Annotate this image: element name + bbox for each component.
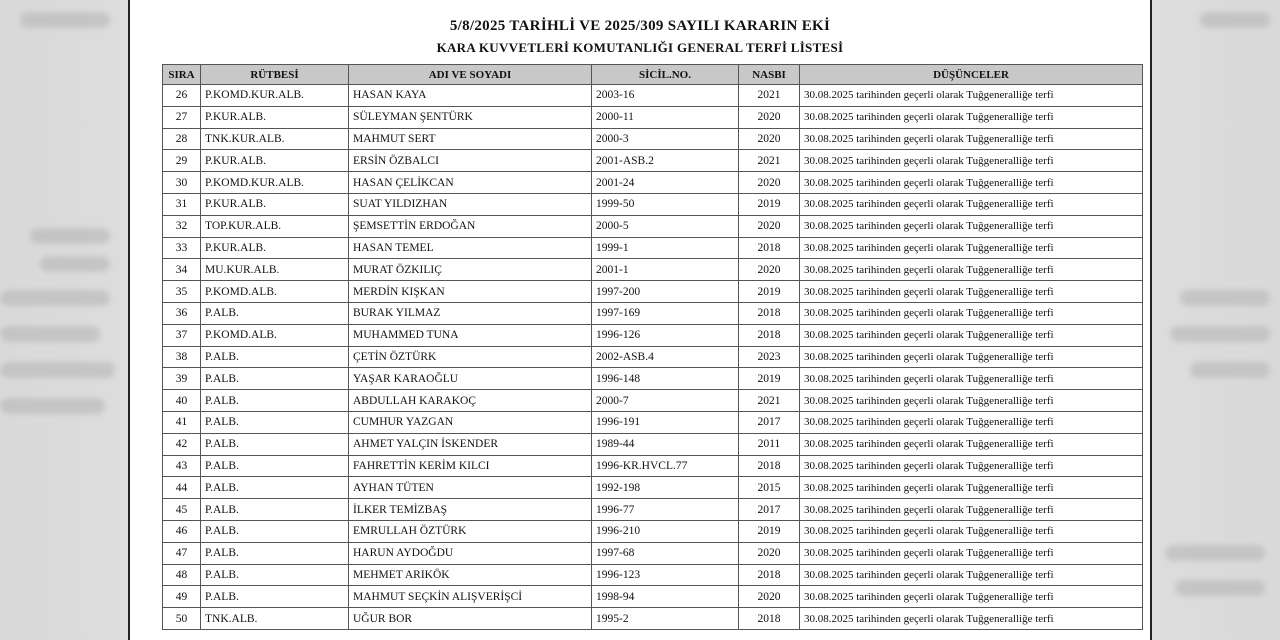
table-row [163,477,1143,499]
cell-sicil: 1996-KR.HVCL.77 [592,455,739,477]
table-row [163,237,1143,259]
cell-sicil: 1997-68 [592,542,739,564]
blurred-text-line [0,290,110,306]
cell-sira: 49 [163,586,201,608]
cell-name: MEHMET ARIKÖK [349,564,592,586]
cell-name: MUHAMMED TUNA [349,324,592,346]
cell-name: ŞEMSETTİN ERDOĞAN [349,215,592,237]
cell-sira: 41 [163,411,201,433]
table-row [163,193,1143,215]
cell-sicil: 1996-77 [592,499,739,521]
cell-sira: 28 [163,128,201,150]
cell-rutbe: TNK.ALB. [201,608,349,630]
cell-nasbi: 2020 [739,106,800,128]
blurred-text-line [1170,326,1270,342]
cell-sicil: 1997-200 [592,281,739,303]
cell-sira: 35 [163,281,201,303]
blurred-text-line [1175,580,1265,596]
cell-sicil: 2000-7 [592,390,739,412]
header-sira: SIRA [163,65,201,85]
cell-rutbe: P.ALB. [201,368,349,390]
promotion-table [162,64,1143,630]
table-row [163,346,1143,368]
table-row [163,85,1143,107]
cell-dusunce: 30.08.2025 tarihinden geçerli olarak Tuğgeneralliğe terfi [800,128,1143,150]
cell-sicil: 2000-3 [592,128,739,150]
cell-nasbi: 2020 [739,542,800,564]
cell-sira: 34 [163,259,201,281]
cell-dusunce: 30.08.2025 tarihinden geçerli olarak Tuğgeneralliğe terfi [800,106,1143,128]
cell-nasbi: 2017 [739,411,800,433]
cell-nasbi: 2015 [739,477,800,499]
cell-nasbi: 2023 [739,346,800,368]
cell-rutbe: P.KOMD.KUR.ALB. [201,85,349,107]
cell-name: AYHAN TÜTEN [349,477,592,499]
cell-sicil: 1996-148 [592,368,739,390]
cell-nasbi: 2017 [739,499,800,521]
cell-nasbi: 2019 [739,520,800,542]
document-title: 5/8/2025 TARİHLİ VE 2025/309 SAYILI KARARIN EKİ [449,18,831,34]
cell-nasbi: 2021 [739,85,800,107]
cell-rutbe: P.ALB. [201,499,349,521]
cell-dusunce: 30.08.2025 tarihinden geçerli olarak Tuğgeneralliğe terfi [800,346,1143,368]
cell-sicil: 2003-16 [592,85,739,107]
blurred-text-line [1190,362,1270,378]
cell-dusunce: 30.08.2025 tarihinden geçerli olarak Tuğgeneralliğe terfi [800,368,1143,390]
cell-sira: 38 [163,346,201,368]
table-row [163,259,1143,281]
cell-dusunce: 30.08.2025 tarihinden geçerli olarak Tuğgeneralliğe terfi [800,455,1143,477]
table-row [163,302,1143,324]
cell-nasbi: 2018 [739,324,800,346]
blurred-text-line [0,398,105,414]
cell-rutbe: P.KUR.ALB. [201,106,349,128]
table-row [163,586,1143,608]
header-sicil-no: SİCİL.NO. [592,65,739,85]
cell-name: ABDULLAH KARAKOÇ [349,390,592,412]
cell-sicil: 2002-ASB.4 [592,346,739,368]
cell-rutbe: MU.KUR.ALB. [201,259,349,281]
header-dusunceler: DÜŞÜNCELER [800,65,1143,85]
cell-nasbi: 2020 [739,215,800,237]
cell-sira: 30 [163,172,201,194]
cell-name: UĞUR BOR [349,608,592,630]
cell-dusunce: 30.08.2025 tarihinden geçerli olarak Tuğgeneralliğe terfi [800,433,1143,455]
cell-name: AHMET YALÇIN İSKENDER [349,433,592,455]
table-row [163,106,1143,128]
cell-dusunce: 30.08.2025 tarihinden geçerli olarak Tuğgeneralliğe terfi [800,193,1143,215]
cell-sicil: 1998-94 [592,586,739,608]
blurred-text-line [1180,290,1270,306]
cell-sira: 42 [163,433,201,455]
cell-name: MAHMUT SEÇKİN ALIŞVERİŞCİ [349,586,592,608]
cell-name: FAHRETTİN KERİM KILCI [349,455,592,477]
cell-nasbi: 2019 [739,368,800,390]
cell-dusunce: 30.08.2025 tarihinden geçerli olarak Tuğgeneralliğe terfi [800,302,1143,324]
cell-rutbe: P.ALB. [201,520,349,542]
header-nasbi: NASBI [739,65,800,85]
cell-dusunce: 30.08.2025 tarihinden geçerli olarak Tuğgeneralliğe terfi [800,150,1143,172]
cell-dusunce: 30.08.2025 tarihinden geçerli olarak Tuğgeneralliğe terfi [800,564,1143,586]
cell-dusunce: 30.08.2025 tarihinden geçerli olarak Tuğgeneralliğe terfi [800,215,1143,237]
cell-rutbe: P.KUR.ALB. [201,237,349,259]
cell-rutbe: P.ALB. [201,411,349,433]
header-adi-soyadi: ADI VE SOYADI [349,65,592,85]
cell-name: EMRULLAH ÖZTÜRK [349,520,592,542]
cell-rutbe: P.ALB. [201,477,349,499]
cell-dusunce: 30.08.2025 tarihinden geçerli olarak Tuğgeneralliğe terfi [800,586,1143,608]
table-row [163,499,1143,521]
cell-name: CUMHUR YAZGAN [349,411,592,433]
cell-rutbe: P.KOMD.ALB. [201,324,349,346]
cell-name: MURAT ÖZKILIÇ [349,259,592,281]
cell-sira: 32 [163,215,201,237]
cell-rutbe: TOP.KUR.ALB. [201,215,349,237]
cell-rutbe: P.ALB. [201,390,349,412]
blurred-text-line [0,326,100,342]
cell-rutbe: P.ALB. [201,433,349,455]
cell-sicil: 1996-123 [592,564,739,586]
cell-nasbi: 2018 [739,237,800,259]
header-rutbesi: RÜTBESİ [201,65,349,85]
cell-dusunce: 30.08.2025 tarihinden geçerli olarak Tuğgeneralliğe terfi [800,608,1143,630]
cell-sicil: 1997-169 [592,302,739,324]
cell-nasbi: 2020 [739,128,800,150]
cell-dusunce: 30.08.2025 tarihinden geçerli olarak Tuğgeneralliğe terfi [800,281,1143,303]
cell-sicil: 1989-44 [592,433,739,455]
cell-nasbi: 2020 [739,586,800,608]
blurred-text-line [20,12,110,28]
cell-sira: 37 [163,324,201,346]
table-row [163,455,1143,477]
cell-sira: 43 [163,455,201,477]
cell-nasbi: 2018 [739,564,800,586]
blurred-text-line [1200,12,1270,28]
blurred-text-line [0,362,115,378]
cell-dusunce: 30.08.2025 tarihinden geçerli olarak Tuğgeneralliğe terfi [800,542,1143,564]
cell-rutbe: P.KUR.ALB. [201,193,349,215]
cell-sicil: 2001-ASB.2 [592,150,739,172]
table-row [163,215,1143,237]
table-row [163,172,1143,194]
cell-sira: 46 [163,520,201,542]
document-page [128,0,1152,640]
table-row [163,324,1143,346]
cell-sira: 50 [163,608,201,630]
cell-name: HASAN ÇELİKCAN [349,172,592,194]
cell-rutbe: P.KOMD.KUR.ALB. [201,172,349,194]
blurred-text-line [30,228,110,244]
cell-sicil: 1996-210 [592,520,739,542]
cell-sira: 33 [163,237,201,259]
cell-sira: 48 [163,564,201,586]
blurred-text-line [40,256,110,272]
cell-rutbe: P.ALB. [201,455,349,477]
cell-name: MAHMUT SERT [349,128,592,150]
cell-name: HASAN TEMEL [349,237,592,259]
table-row [163,564,1143,586]
table-row [163,411,1143,433]
blurred-text-line [1165,545,1265,561]
cell-sicil: 1999-50 [592,193,739,215]
cell-sicil: 2001-24 [592,172,739,194]
cell-sira: 27 [163,106,201,128]
table-row [163,281,1143,303]
cell-name: İLKER TEMİZBAŞ [349,499,592,521]
cell-sicil: 2000-11 [592,106,739,128]
cell-sira: 45 [163,499,201,521]
table-row [163,433,1143,455]
cell-name: ERSİN ÖZBALCI [349,150,592,172]
cell-sira: 26 [163,85,201,107]
cell-dusunce: 30.08.2025 tarihinden geçerli olarak Tuğgeneralliğe terfi [800,411,1143,433]
cell-dusunce: 30.08.2025 tarihinden geçerli olarak Tuğgeneralliğe terfi [800,324,1143,346]
cell-nasbi: 2020 [739,172,800,194]
cell-sira: 29 [163,150,201,172]
cell-rutbe: P.KOMD.ALB. [201,281,349,303]
cell-dusunce: 30.08.2025 tarihinden geçerli olarak Tuğgeneralliğe terfi [800,237,1143,259]
cell-sicil: 1996-126 [592,324,739,346]
cell-rutbe: P.ALB. [201,302,349,324]
cell-nasbi: 2019 [739,281,800,303]
cell-sira: 31 [163,193,201,215]
cell-name: BURAK YILMAZ [349,302,592,324]
cell-sicil: 1992-198 [592,477,739,499]
cell-sicil: 1999-1 [592,237,739,259]
cell-nasbi: 2020 [739,259,800,281]
cell-nasbi: 2018 [739,455,800,477]
cell-sira: 47 [163,542,201,564]
cell-name: YAŞAR KARAOĞLU [349,368,592,390]
cell-dusunce: 30.08.2025 tarihinden geçerli olarak Tuğgeneralliğe terfi [800,259,1143,281]
cell-rutbe: TNK.KUR.ALB. [201,128,349,150]
cell-sira: 44 [163,477,201,499]
cell-dusunce: 30.08.2025 tarihinden geçerli olarak Tuğgeneralliğe terfi [800,520,1143,542]
table-row [163,520,1143,542]
cell-sicil: 1995-2 [592,608,739,630]
cell-rutbe: P.ALB. [201,542,349,564]
cell-nasbi: 2018 [739,608,800,630]
cell-nasbi: 2011 [739,433,800,455]
cell-name: ÇETİN ÖZTÜRK [349,346,592,368]
cell-dusunce: 30.08.2025 tarihinden geçerli olarak Tuğgeneralliğe terfi [800,390,1143,412]
cell-nasbi: 2021 [739,390,800,412]
cell-name: HASAN KAYA [349,85,592,107]
table-header-row [163,65,1143,85]
table-row [163,542,1143,564]
cell-dusunce: 30.08.2025 tarihinden geçerli olarak Tuğgeneralliğe terfi [800,477,1143,499]
cell-nasbi: 2021 [739,150,800,172]
cell-rutbe: P.ALB. [201,586,349,608]
cell-rutbe: P.KUR.ALB. [201,150,349,172]
table-row [163,390,1143,412]
table-row [163,608,1143,630]
cell-name: MERDİN KIŞKAN [349,281,592,303]
cell-rutbe: P.ALB. [201,346,349,368]
cell-nasbi: 2019 [739,193,800,215]
cell-sicil: 2000-5 [592,215,739,237]
cell-nasbi: 2018 [739,302,800,324]
cell-sicil: 1996-191 [592,411,739,433]
cell-sira: 40 [163,390,201,412]
cell-rutbe: P.ALB. [201,564,349,586]
table-row [163,368,1143,390]
cell-name: HARUN AYDOĞDU [349,542,592,564]
cell-sira: 36 [163,302,201,324]
cell-name: SÜLEYMAN ŞENTÜRK [349,106,592,128]
table-row [163,150,1143,172]
cell-dusunce: 30.08.2025 tarihinden geçerli olarak Tuğgeneralliğe terfi [800,85,1143,107]
cell-dusunce: 30.08.2025 tarihinden geçerli olarak Tuğgeneralliğe terfi [800,499,1143,521]
cell-name: SUAT YILDIZHAN [349,193,592,215]
document-subtitle: KARA KUVVETLERİ KOMUTANLIĞI GENERAL TERFİ LİSTESİ [436,40,844,55]
cell-sicil: 2001-1 [592,259,739,281]
table-row [163,128,1143,150]
cell-sira: 39 [163,368,201,390]
cell-dusunce: 30.08.2025 tarihinden geçerli olarak Tuğgeneralliğe terfi [800,172,1143,194]
